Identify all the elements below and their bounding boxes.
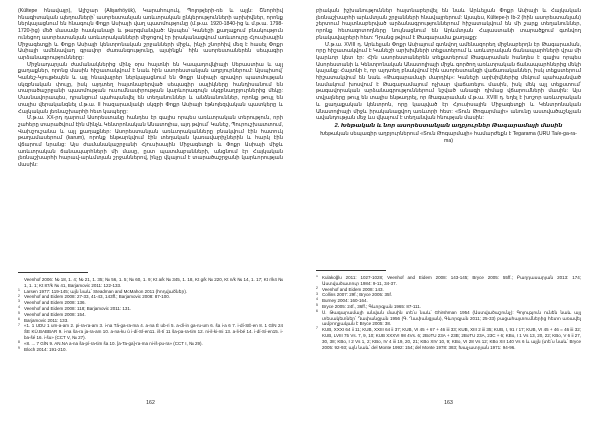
footnote-number: 5 [18,310,20,315]
body-paragraph: Մ.թ.ա. XVIII դ. Արևելյան Փոքր Ասիայում գտնվող ամենազորեղ միջնաբերդն էր Թագարաման, որը հիշատակվում է Կանեշի արխիվների տեքստերում և առևտրական ճանապարհների վրա մի կարևոր կետ էր: Հին ասորեստաներեն տեքստերում Թագարաման հանդես է գալիս որպես Ասորեստանի և Կենտրոնական Անատոլիայի միջև գործող առևտրական ճանապարհներից մեկի կայանք: Հայտնի է, որ այդտեղ բնակվում էին ասորեստանցի վաճառականներ, իսկ տեքստերում հիշատակվում են նաև «Թագարամայի մարդիկ»: Կանեշի արխիվներից մեկում պահպանված նամակում խոսվում է Թագարամայում ոչխար վաճառելու մասին, իսկ մեկ այլ տեքստում՝ թագավորական արձանագրություններում նշված անագի դիմաց վճարումների մասին: Այս տվյալները թույլ են տալիս ենթադրել, որ Թագարաման մ.թ.ա. XVIII դ. եղել է խոշոր առևտրական և քաղաքական կենտրոն, որը կապված էր Հյուսիսային Միջագետքի և Կենտրոնական Անատոլիայի միջև իրականացվող առևտրի հետ: «Տուն Թոգարմայի» անունը աստվածաշնչյան ավանդության մեջ ևս վկայում է տեղանվան հնության մասին: [316,41,581,122]
page-number: 162 [146,400,155,406]
footnote-text: Kulakoğlu 2011: 1027-1028; Veenhof and Eidem 2008: 143-145; Bryce 2005: 55ff.; Բաղդասարյան 2013: 174; Աստվածատուր 1984: 9-11, 34-37. [322,275,581,286]
page-number: 163 [444,400,453,406]
footnote-text: Veenhof and Eidem 2008: 136. [24,300,86,306]
footnote-text: Collins 2007: 29f.; Bryce 2005: 35f. [322,292,393,298]
body-paragraph: Միջնադարյան ժամանակներից մինչ օրս հայտնի են Կապադովկիայի Սեբաստիա և այլ քաղաքներ, որոնց մասին հիշատակվում է նաև հին ասորեստանյան աղբյուրներում: Այսպիսով՝ Կանեշ-Կյուլթեպեն և այլ հնավայրեր ներկայացնում են Փոքր Ասիայի գրավոր պատմության սկզբնական փուլը, իսկ այդտեղ հայտնաբերված սեպագիր սալիկները հանդիսանում են տարածաշրջանի պատմության ուսումնասիրության կարևորագույն սկզբնաղբյուրներից մեկը: Մասնավորապես, դրանցում պահպանվել են տեղանուններ և անձնանուններ, որոնք թույլ են տալիս վերականգնել մ.թ.ա. II հազարամյակի սկզբի Փոքր Ասիայի էթնոլեզվական պատկերը և Հայկական լեռնաշխարհի հետ կապերը: [18,61,283,115]
body-paragraph: Մ.թ.ա. XX-րդ դարում Ասորեստանը հանդես էր գալիս որպես առևտրական տերություն, որի շահերը տարածվում էին մինչև Կենտրոնական Անատոլիա, այդ թվում՝ Կանեշ, Պուրուշխատտում, Վախշուշանա և այլ քաղաքներ: Ասորեստանյան առևտրականները բնակվում էին հատուկ թաղամասերում (karum), որոնք ենթարկվում էին տեղական կառավարիչներին և հարկ էին վճարում նրանց: Այս ժամանակաշրջանի Հյուսիսային Միջագետքի և Փոքր Ասիայի միջև առևտրական ճանապարհների մի մասը, ըստ պատմաբանների, անցնում էր Հայկական լեռնաշխարհի հարավ-արևմտյան շրջաններով, ինչը վկայում է տարածաշրջանի կարևորության մասին: [18,115,283,169]
footnote-text: Bloch 2014: 191-210. [24,346,67,352]
left-footnotes [18,277,283,397]
footnote-number: 9 [18,345,20,350]
footnote-text: Veenhof 2006: № 18, 1. 4; № 21, 1. 35; № 56, 1. 5; № 60, 1. 9; Kt a/k № 345, 1. 18, Kt g/k № 220, Kt n/k № 14, 1. 17; Kt r/k4 № 1, 1. 1; Kt 87/k № 41, Barjamovic 2011: 122-133. [24,277,283,288]
footnote-number: 4 [18,305,20,310]
section-heading: 2. Խեթական և նոր ասորեստանյան աղբյուրներ Թագարամայի մասին [334,123,563,130]
footnote-text: Larsen 1977: 119-145; այն նաև՝ Steadman and McMahon 2011 (հոդվածներ). [24,288,188,294]
footnote-text: Ս. Թագարամայի անվան մասին տե՛ս նաև՝ Ghirshman 1954 (Աստվածաշունչ): Գոյություն ունեն նաև այլ տեսակետներ՝ Ղափանցյան 1956 (Գ. Ղափանցյան), Գևորգյան 2011; 25-33) բացահայտումներից հետո առավել ամբողջական է Bryce 2005: 38. [322,309,581,327]
footnote-number: 7 [18,322,20,327]
footnote-text: Veenhof and Eidem 2008: 154. [24,311,86,317]
left-body-text [18,8,283,266]
footnote-number: 7 [316,326,318,331]
footnote-number: 5 [316,303,318,308]
right-page [316,8,581,425]
footnote-rule [316,270,386,271]
footnote [316,310,581,327]
footnote-number: 1 [316,275,318,279]
footnote [18,347,283,353]
footnote [316,327,581,350]
footnote-number: 2 [316,285,318,290]
footnote-number: 1 [18,287,20,292]
footnote-number: 4 [316,297,318,302]
footnote-text: «1. 1 UDU 1 um-a-am 2. pi-ra-ra-am 3. i-na Tá-ga-ra-ma 4. a-na É ub-ri 5. a-dí-in ga-ru-um 6. ša i-a 6 7. i-dí-SÉ-en 8. 1 GÍN 24 ŠE KÙ.BABBAR 9. i-na ša-ra ja-ra-am 10. a-na-ku ù i-dí-SÍ-en11. iš-tí 11 ša-pa-ra-tim 12. ni-il-ki-mi 13. a-li-bé 14. i-dí-Sí-en15. i-ba-šé 16. i-šu» (CCT V, № 27). [24,323,283,340]
body-paragraph: (Kültepe հնավայր), Ալիշար (Alişarhöyük), Կարահույուկ, Պոլոթլերի-ռե և այլն: Շնորհիվ հնագիտական պեղումների՝ ասորեստանյան առևտրական ընկերությունների արխիվներ, որոնք ներկայացնում են հնագույն Փոքր Ասիայի վաղ պատմությունը (մ.թ.ա. 1920-1840-ից և մ.թ.ա. 1798-1720-ից) մեծ մասամբ հասկանալի և թարգմանված: Այսպես՝ Կանեշի քաղաքում բնակություն ունեցող ասորեստանյան առևտրականների միջոցով էր իրականացվում առևտուրը Հյուսիսային Միջագետքի և Փոքր Ասիայի կենտրոնական շրջանների միջև, ինչի շնորհիվ մեզ է հասել Փոքր Ասիայի ամենավաղ գրավոր ժառանգությունը, այսինքն՝ հին ասորեստաներեն սեպագիր արձանագրությունները: [18,8,283,61]
footnote-text: Veenhof and Eidem 2008: 143. [322,286,384,292]
footnote-text: Veenhof and Eidem 2008: 27-33, 41-43, 143ff.; Barjamovic 2008: 87-100. [24,294,171,300]
right-body-text [316,8,581,263]
footnote-number: 2 [18,293,20,298]
footnote-number: 8 [18,339,20,344]
footnote-text: Barjamovic 2011: 133. [24,317,69,323]
footnote-text: Veenhof and Eidem 2008: 118; Barjamovic 2011: 131. [24,305,132,311]
footnote-number: 6 [316,308,318,313]
body-paragraph: բիական իշխանություններ հայտնաբերվել են նաև Արևելյան Փոքր Ասիայի և Հայկական լեռնաշխարհի արևմտյան շրջանների հնավայրերում: Այսպես, Kültepe-ի Ib-2 (հին ասորեստանյան) շերտում հայտնաբերված արձանագրություններում հիշատակվում են մի շարք տեղանուններ, որոնք հետազոտողները նույնացնում են Արևմտյան Հայաստանի տարածքում գտնվող բնակավայրերի հետ: Դրանց թվում է Թագարամա քաղաքը: [316,8,581,41]
footnote-text: KUB, XXXI 64 ii 11; KUB, XXIII 64 ii 37; KUB, VI 45 + 67 + 46 iii 33; KUB, XIII 2 iii 35; KUB, I, 91 r 17; KUB, VI 45 + 46 = 46 iii 32; KUB, LVIII 75 Vs. 7, 9, 10; KUB XXXVI 98 4Vs. 6; 2BoTU 23A + 23B; 2BoTU 23A, 23C + 6; KBo, I 1 Vs 13, 20, 22; KBo, V 6 ii 27, 30, 38; KBo, I 2 Vs 1, 2; KBo, IV 4 iii 19, 20, 21; KBo XIV 10, 9; KBo, VI 28 Vs 12; KBo XII 140 Vs 6 և այլն (տե՛ս նաև՝ Bryce 2005: 92-93; այն նաև՝ del Monte 1992: 154; del Monte 1978: 383; Խաչատրյան 1971: 94-96. [322,327,581,350]
footnote-text: Bryce 2005: 24f., 36ff.; Գևորգյան 1965: 87-111. [322,303,421,309]
section-subheading: Խեթական սեպագիր աղբյուրներում «Տուն Թոգարմայի» համարժեքն է Tegarama (URU Ta/e-ga-ra-ma) [320,130,577,144]
right-footnotes [316,275,581,397]
footnote [316,275,581,287]
footnote-rule [18,272,88,273]
footnote-number: 3 [316,291,318,296]
footnote-number: 6 [18,316,20,321]
footnote-number: 3 [18,299,20,304]
left-page [18,8,283,425]
footnote [18,323,283,340]
footnote-text: Burney 2004: 160-164. [322,298,368,304]
footnote-text: «8. ... 7 GÍN 9. AN.NA a-na ša-pí-ra-tim ša 10. [a-Ta-ga]-ra-ma ni-iš-pu-ra» (CCT I, № 29). [24,340,203,346]
footnote [18,277,283,289]
